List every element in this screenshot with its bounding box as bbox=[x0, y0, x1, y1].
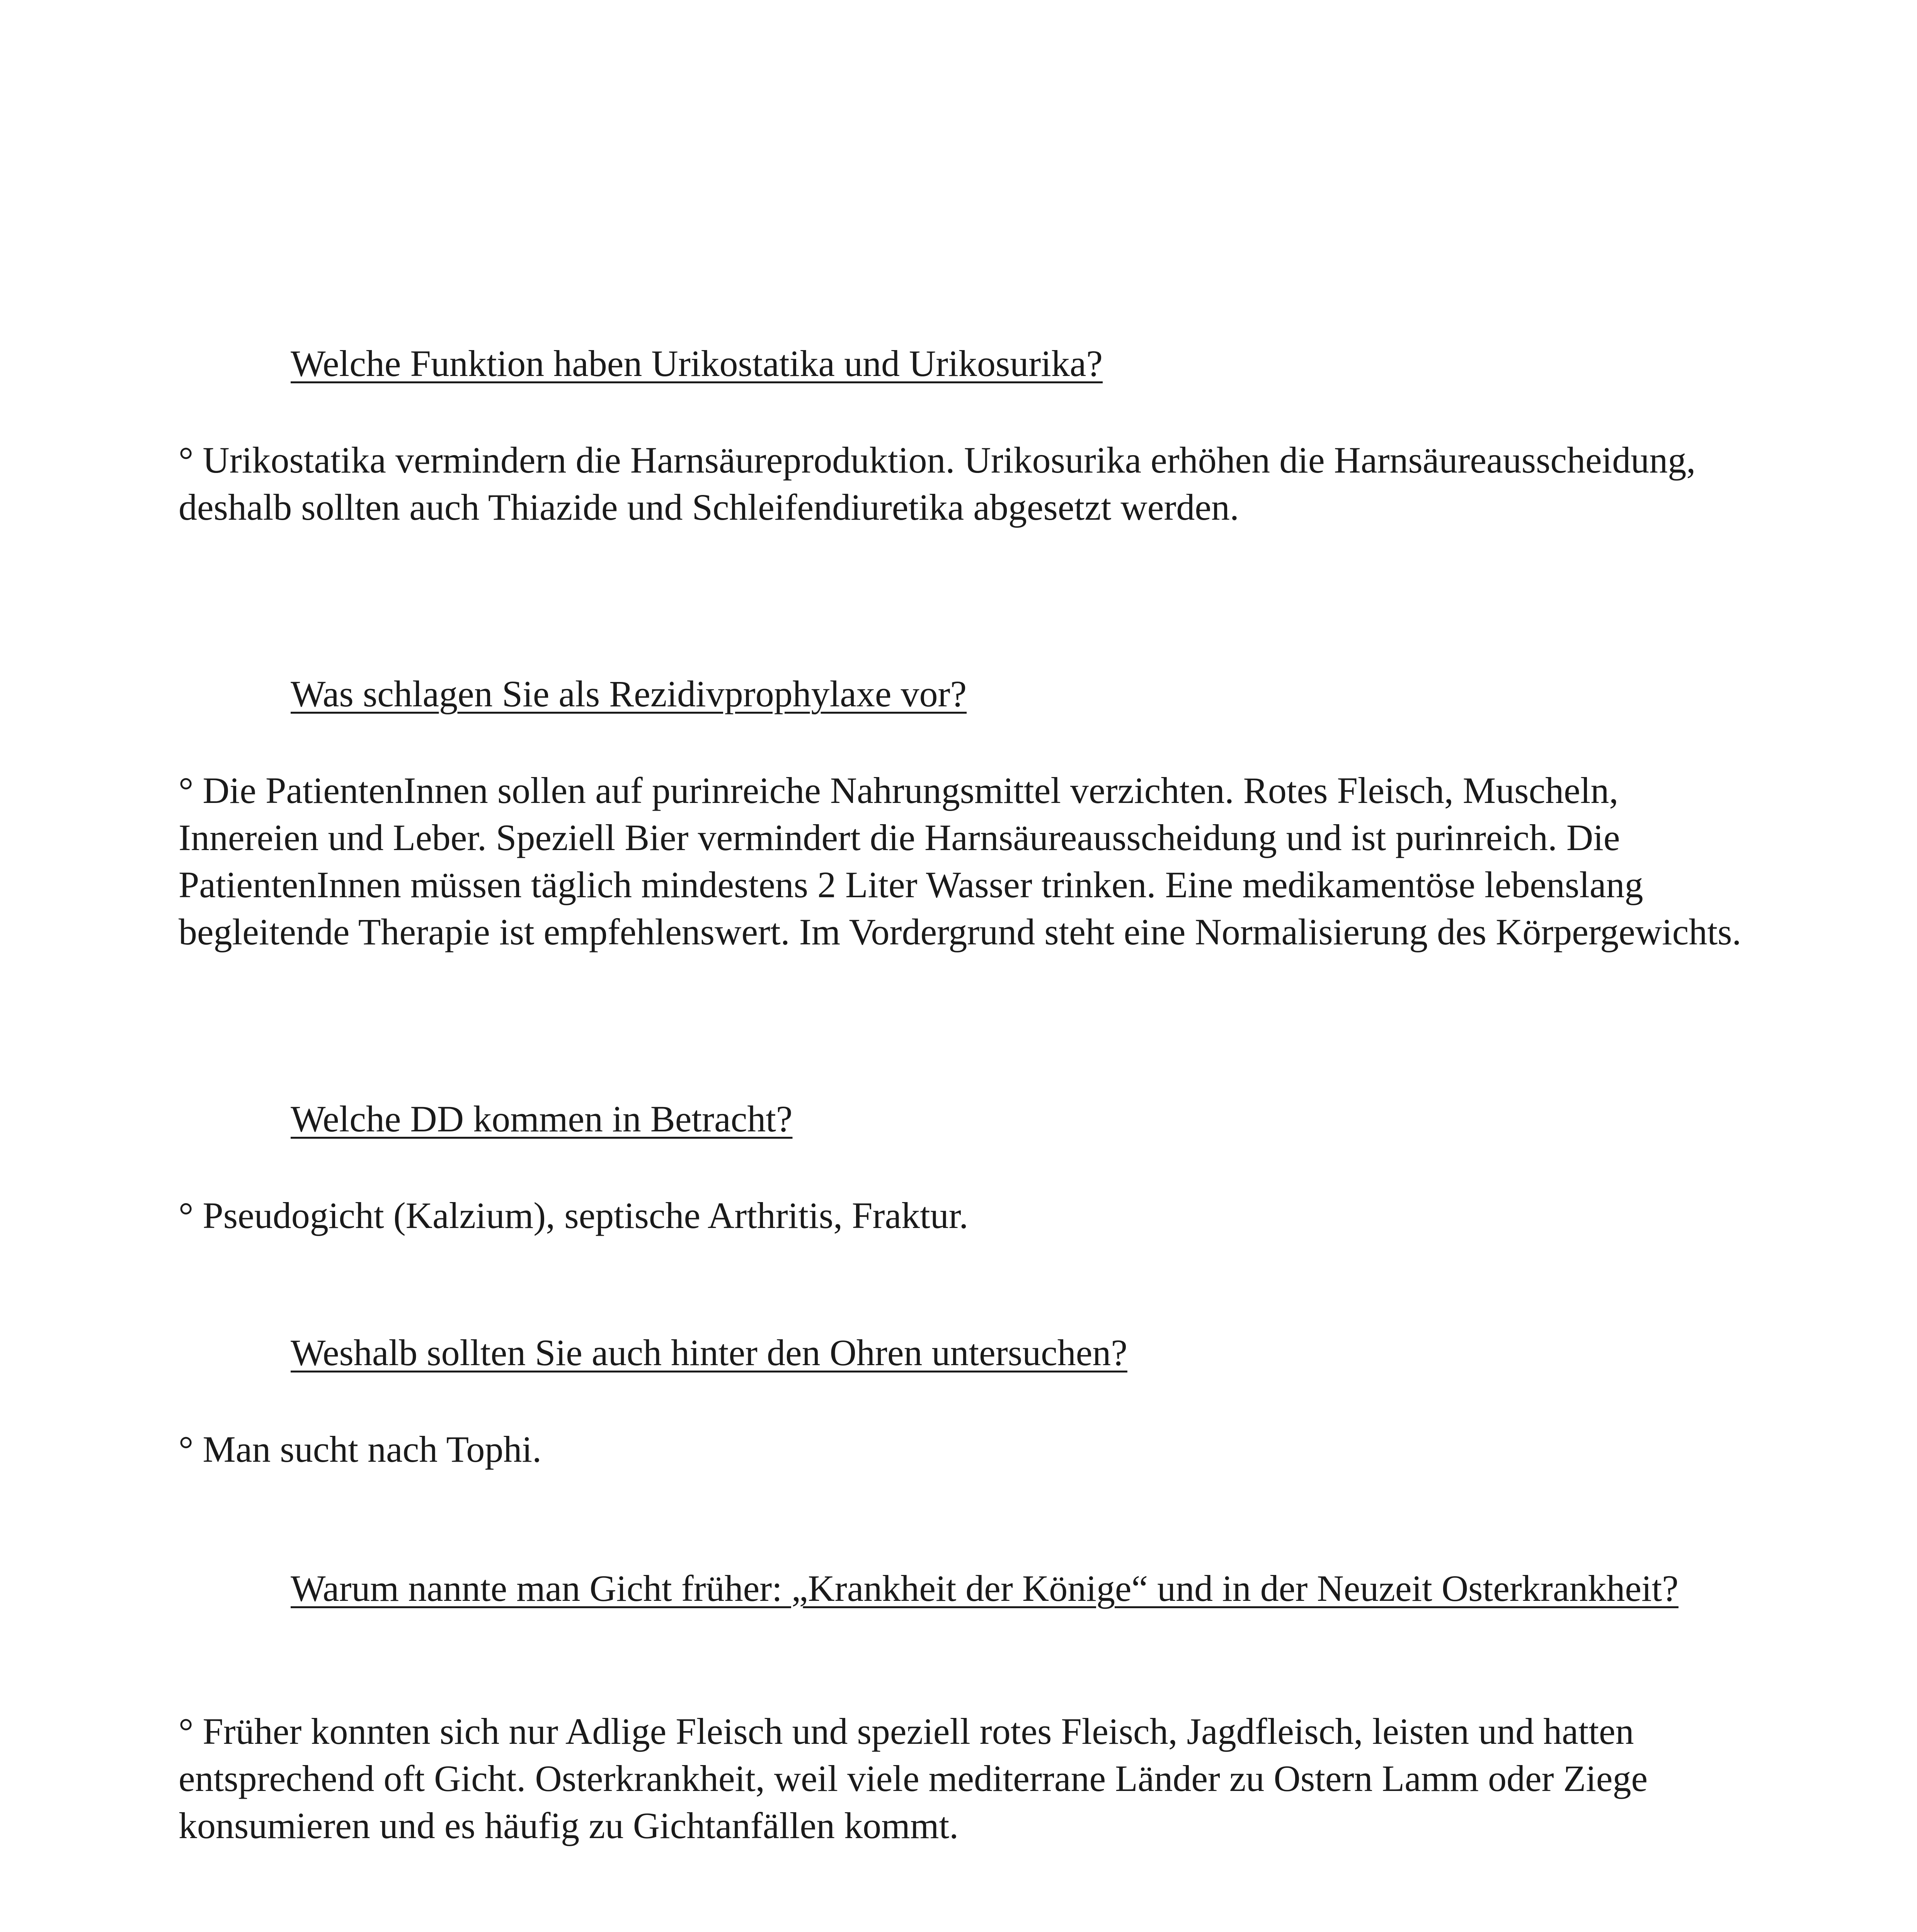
answer-urikostatika: ° Urikostatika vermindern die Harnsäureproduktion. Urikosurika erhöhen die Harnsäureausscheidung, deshalb sollten auch Thiazide und Schleifendiuretika abgesetzt werden. bbox=[179, 439, 1696, 528]
question-differentialdiagnose: Welche DD kommen in Betracht? bbox=[291, 1098, 793, 1139]
answer-ohren: ° Man sucht nach Tophi. bbox=[179, 1429, 542, 1470]
answer-differentialdiagnose: ° Pseudogicht (Kalzium), septische Arthritis, Fraktur. bbox=[179, 1195, 969, 1236]
question-rezidivprophylaxe: Was schlagen Sie als Rezidivprophylaxe vor? bbox=[291, 673, 967, 714]
answer-rezidivprophylaxe: ° Die PatientenInnen sollen auf purinreiche Nahrungsmittel verzichten. Rotes Fleisch, Muscheln, Innereien und Leber. Speziell Bier vermindert die Harnsäureausscheidung und ist purinreich. Die PatientenInnen müssen täglich mindestens 2 Liter Wasser trinken. Eine medikamentöse lebenslang begleitende Therapie ist empfehlenswert. Im Vordergrund steht eine Normalisierung des Körpergewichts. bbox=[179, 770, 1742, 952]
question-urikostatika: Welche Funktion haben Urikostatika und Urikosurika? bbox=[291, 343, 1103, 384]
question-ohren: Weshalb sollten Sie auch hinter den Ohren untersuchen? bbox=[291, 1332, 1127, 1373]
answer-krankheit-der-koenige: ° Früher konnten sich nur Adlige Fleisch und speziell rotes Fleisch, Jagdfleisch, leisten und hatten entsprechend oft Gicht. Osterkrankheit, weil viele mediterrane Länder zu Ostern Lamm oder Ziege konsumieren und es häufig zu Gichtanfällen kommt. bbox=[179, 1711, 1648, 1846]
question-krankheit-der-koenige: Warum nannte man Gicht früher: „Krankheit der Könige“ und in der Neuzeit Osterkrankheit? bbox=[291, 1568, 1679, 1609]
